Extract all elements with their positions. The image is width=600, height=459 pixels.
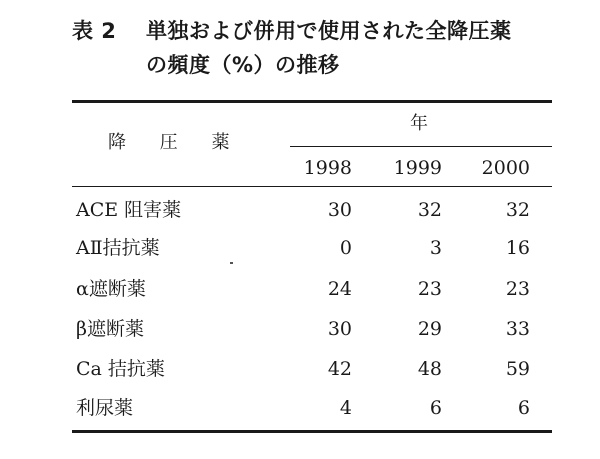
year-group-rule [290, 146, 552, 147]
row-value-1998: 30 [327, 199, 352, 221]
drug-column-header: 降 圧 薬 [108, 132, 244, 153]
year-header-2000: 2000 [481, 157, 530, 179]
scan-speck [230, 262, 233, 264]
row-label: 利尿薬 [76, 397, 134, 419]
row-value-2000: 59 [505, 358, 530, 380]
top-rule [72, 100, 552, 103]
row-value-2000: 6 [517, 397, 530, 419]
row-value-1998: 24 [327, 278, 352, 300]
row-label: AⅡ拮抗薬 [76, 237, 160, 259]
row-label: β遮断薬 [76, 318, 144, 340]
year-group-header: 年 [410, 113, 428, 134]
caption-line-1: 単独および併用で使用された全降圧薬 [146, 19, 512, 43]
row-value-1999: 32 [417, 199, 442, 221]
row-value-2000: 33 [505, 318, 530, 340]
row-value-1998: 4 [339, 397, 352, 419]
row-value-2000: 32 [505, 199, 530, 221]
year-header-1998: 1998 [303, 157, 352, 179]
year-header-1999: 1999 [393, 157, 442, 179]
row-value-1999: 6 [429, 397, 442, 419]
caption-line-2: の頻度（%）の推移 [146, 53, 340, 77]
row-value-1998: 0 [339, 237, 352, 259]
row-value-2000: 16 [505, 237, 530, 259]
row-value-1998: 42 [327, 358, 352, 380]
header-rule [72, 186, 552, 187]
row-value-1999: 48 [417, 358, 442, 380]
caption-label: 表 2 [72, 19, 117, 43]
row-label: ACE 阻害薬 [76, 199, 182, 221]
row-label: α遮断薬 [76, 278, 146, 300]
row-label: Ca 拮抗薬 [76, 358, 165, 380]
bottom-rule [72, 430, 552, 433]
row-value-2000: 23 [505, 278, 530, 300]
row-value-1999: 3 [429, 237, 442, 259]
row-value-1998: 30 [327, 318, 352, 340]
row-value-1999: 29 [417, 318, 442, 340]
table-caption [72, 14, 512, 82]
row-value-1999: 23 [417, 278, 442, 300]
